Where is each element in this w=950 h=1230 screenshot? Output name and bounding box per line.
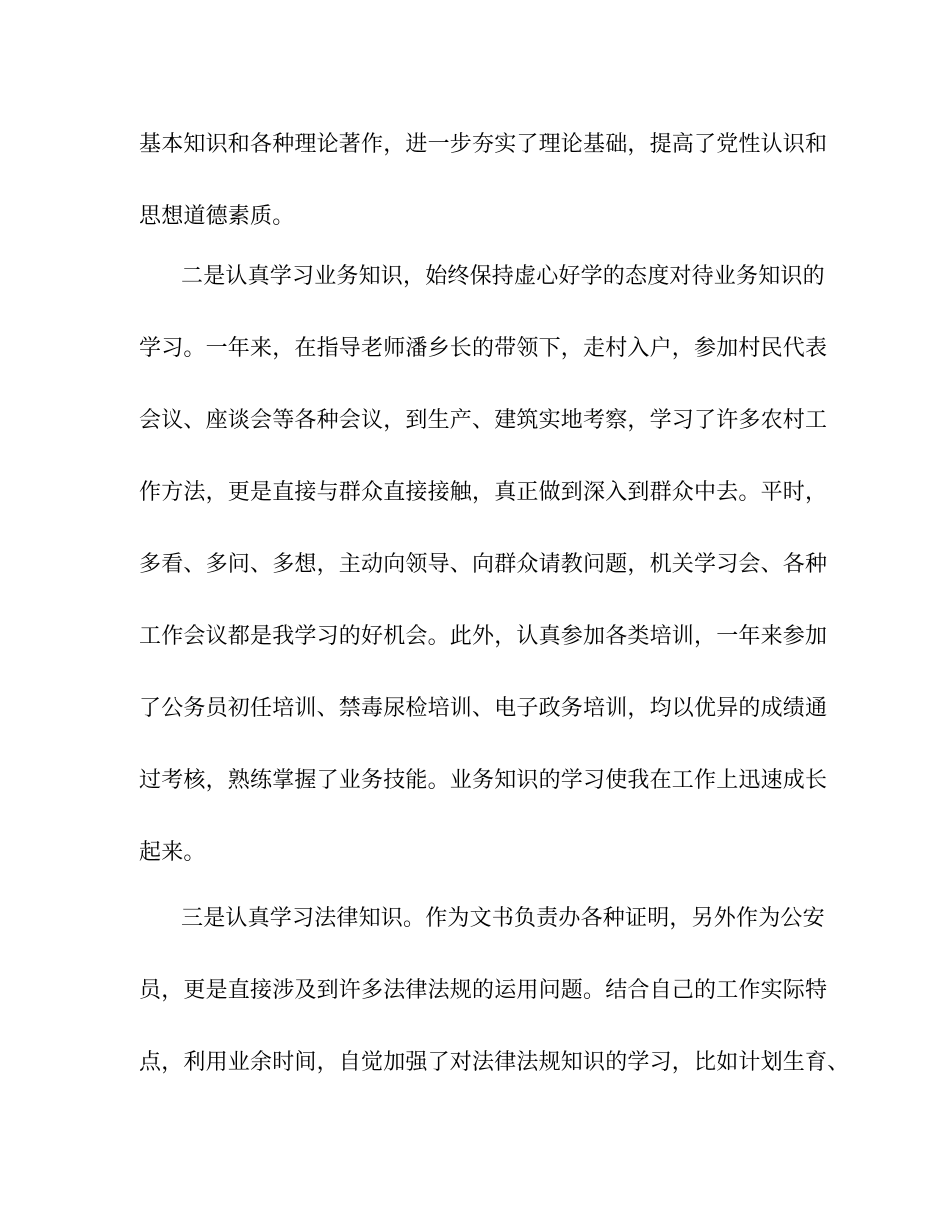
paragraph-line: 点，利用业余时间，自觉加强了对法律法规知识的学习，比如计划生育、 [139, 1050, 850, 1075]
paragraph-line: 学习。一年来，在指导老师潘乡长的带领下，走村入户，参加村民代表 [139, 336, 828, 361]
paragraph-line: 起来。 [139, 840, 206, 865]
paragraph-line: 会议、座谈会等各种会议，到生产、建筑实地考察，学习了许多农村工 [139, 408, 828, 433]
paragraph-line: 工作会议都是我学习的好机会。此外，认真参加各类培训，一年来参加 [139, 624, 828, 649]
paragraph-first-line: 三是认真学习法律知识。作为文书负责办各种证明，另外作为公安 [181, 906, 825, 931]
paragraph-line: 过考核，熟练掌握了业务技能。业务知识的学习使我在工作上迅速成长 [139, 768, 828, 793]
paragraph-line: 思想道德素质。 [139, 204, 295, 229]
paragraph-line: 了公务员初任培训、禁毒尿检培训、电子政务培训，均以优异的成绩通 [139, 696, 828, 721]
paragraph-first-line: 二是认真学习业务知识，始终保持虚心好学的态度对待业务知识的 [181, 264, 825, 289]
paragraph-line: 多看、多问、多想，主动向领导、向群众请教问题，机关学习会、各种 [139, 552, 828, 577]
paragraph-line: 作方法，更是直接与群众直接接触，真正做到深入到群众中去。平时， [139, 480, 828, 505]
paragraph-line: 基本知识和各种理论著作，进一步夯实了理论基础，提高了党性认识和 [139, 132, 828, 157]
paragraph-line: 员，更是直接涉及到许多法律法规的运用问题。结合自己的工作实际特 [139, 978, 828, 1003]
